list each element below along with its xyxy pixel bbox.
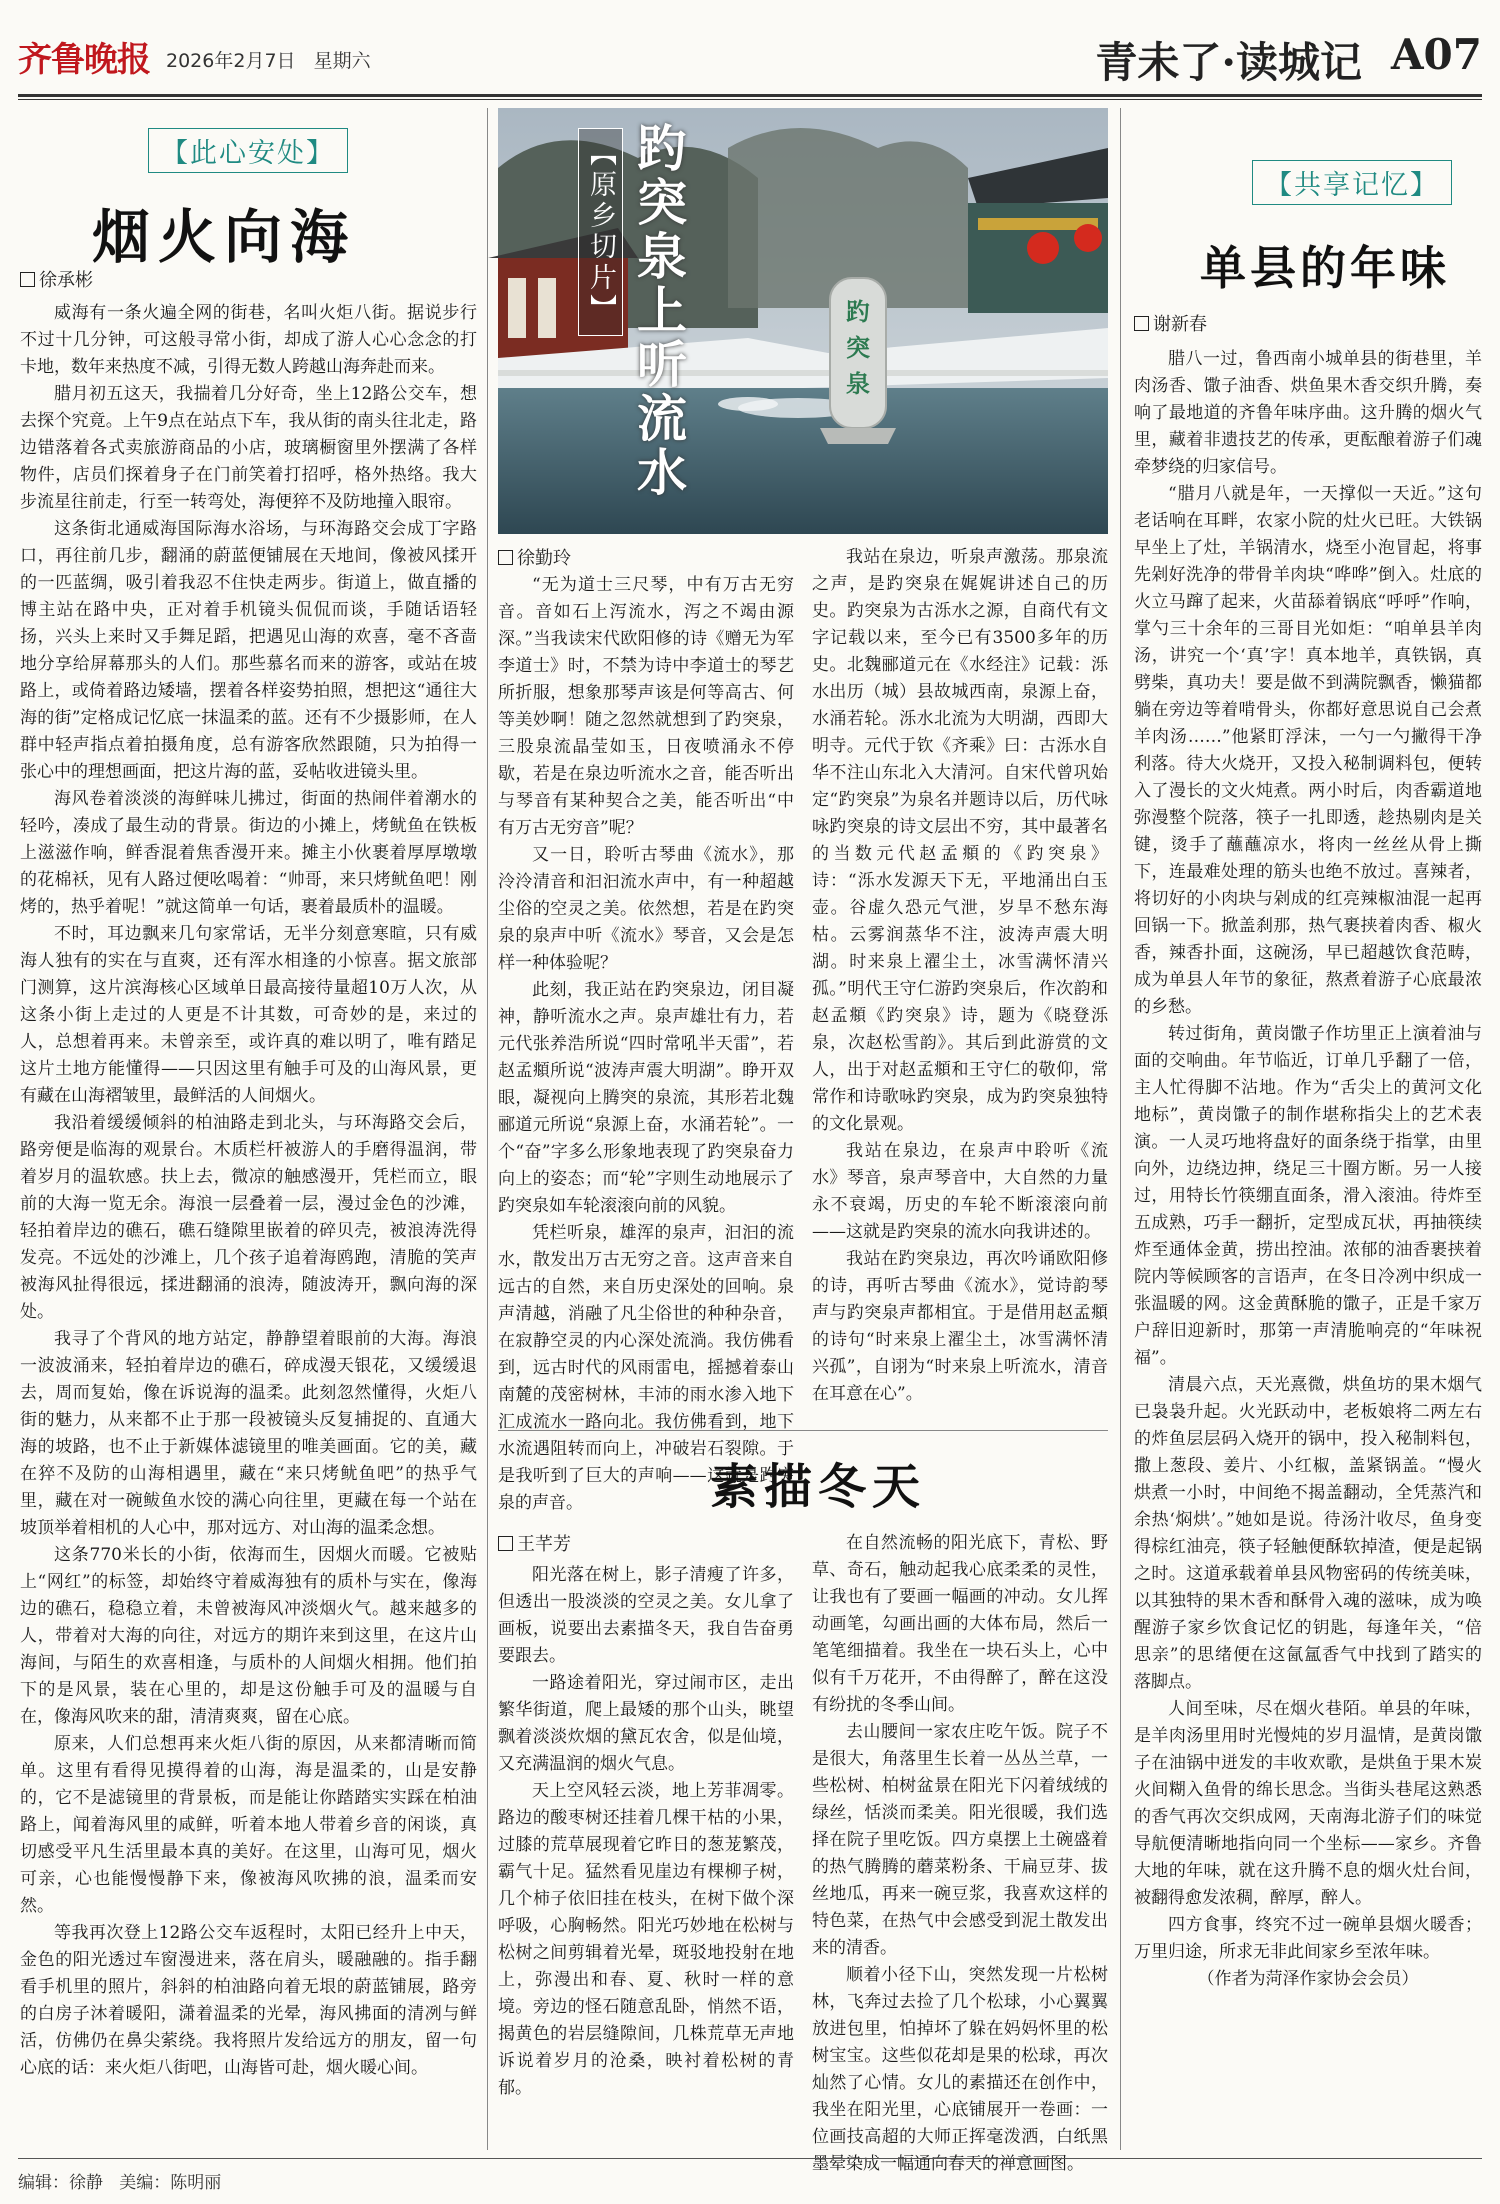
stone-char: 突: [846, 333, 870, 362]
article2-title: 趵突泉上听流水: [629, 122, 688, 500]
article3-paragraph: 一路途着阳光，穿过闹市区，走出繁华街道，爬上最矮的那个山头，眺望飘着淡淡炊烟的黛瓦农舍，似是仙境，又充满温润的烟火气息。: [498, 1673, 794, 1774]
header-rule-thin: [18, 99, 1482, 100]
header-rule: [18, 94, 1482, 97]
article2-paragraph: 我站在泉边，在泉声中聆听《流水》琴音，泉声琴音中，大自然的力量永不衰竭，历史的车轮不断滚滚向前——这就是趵突泉的流水向我讲述的。: [812, 1141, 1108, 1242]
column-divider: [487, 108, 488, 2150]
article4-body: [1134, 346, 1482, 2154]
article3-body-col2: [812, 1530, 1108, 2174]
article2-paragraph: 又一日，聆听古琴曲《流水》，那泠泠清音和汩汩流水声中，有一种超越尘俗的空灵之美。依然想，若是在趵突泉的泉声中听《流水》琴音，又会是怎样一种体验呢？: [498, 845, 794, 973]
article4-tag: 【共享记忆】: [1252, 160, 1452, 205]
footer-rule: [18, 2158, 1482, 2159]
spring-photo: [498, 108, 1108, 534]
article3-paragraph: 天上空风轻云淡，地上芳菲凋零。路边的酸枣树还挂着几棵干枯的小果，过膝的荒草展现着它昨日的葱茏繁茂，霸气十足。猛然看见崖边有棵柳子树，几个柿子依旧挂在枝头，在树下做个深呼吸，心胸畅然。阳光巧妙地在松树与松树之间剪辑着光晕，斑驳地投射在地上，弥漫出和春、夏、秋时一样的意境。旁边的怪石随意乱卧，悄然不语，揭黄色的岩层缝隙间，几株荒草无声地诉说着岁月的沧桑，映衬着松树的青郁。: [498, 1781, 794, 2098]
article4-paragraph: “腊月八就是年，一天撑似一天近。”这句老话响在耳畔，农家小院的灶火已旺。大铁锅早坐上了灶，羊锅清水，烧至小泡冒起，将事先剁好洗净的带骨羊肉块“哗哗”倒入。灶底的火立马蹿了起来，火苗舔着锅底“呼呼”作响，掌勺三十余年的三哥目光如炬：“咱单县羊肉汤，讲究一个‘真’字！真本地羊，真铁锅，真劈柴，真功夫！要是做不到满院飘香，懒猫都躺在旁边等着啃骨头，你都好意思说自己会煮羊肉汤……”他紧盯浮沫，一勺一勺撇得干净利落。待大火烧开，又投入秘制调料包，便转入了漫长的文火炖煮。两小时后，肉香霸道地弥漫整个院落，筷子一扎即透，趁热剔肉是关键，烫手了蘸蘸凉水，将肉一丝丝从骨上撕下，连最难处理的筋头也绝不放过。喜辣者，将切好的小肉块与剁成的红亮辣椒油混一起再回锅一下。掀盖刹那，热气裹挟着肉香、椒火香，辣香扑面，这碗汤，早已超越饮食范畴，成为单县人年节的象征，熬煮着游子心底最浓的乡愁。: [1134, 484, 1482, 1017]
article1-paragraph: 腊月初五这天，我揣着几分好奇，坐上12路公交车，想去探个究竟。上午9点在站点下车，我从街的南头往北走，路边错落着各式卖旅游商品的小店，玻璃橱窗里外摆满了各样物件，店员们探着身子在门前笑着打招呼，格外热络。我大步流星往前走，行至一转弯处，海便猝不及防地撞入眼帘。: [20, 384, 477, 512]
article3-paragraph: 顺着小径下山，突然发现一片松树林，飞奔过去捡了几个松球，小心翼翼放进包里，怕掉坏了躲在妈妈怀里的松树宝宝。这些似花却是果的松球，再次灿然了心情。女儿的素描还在创作中，我坐在阳光里，心底铺展开一卷画：一位画技高超的大师正挥毫泼洒，白纸黑墨晕染成一幅通向春天的禅意画图。: [812, 1965, 1108, 2174]
byline-box-icon: [20, 272, 35, 287]
column-divider: [1120, 108, 1121, 2150]
newspaper-logo: 齐鲁晚报: [18, 40, 150, 80]
article4-paragraph: 转过街角，黄岗馓子作坊里正上演着油与面的交响曲。年节临近，订单几乎翻了一倍，主人忙得脚不沾地。作为“舌尖上的黄河文化地标”，黄岗馓子的制作堪称指尖上的艺术表演。一人灵巧地将盘好的面条绕于指掌，由里向外，边绕边抻，绕足三十圈方断。另一人接过，用特长竹筷绷直面条，滑入滚油。待炸至五成熟，巧手一翻折，定型成瓦状，再抽筷续炸至通体金黄，捞出控油。浓郁的油香裹挟着院内等候顾客的言语声，在冬日冷冽中织成一张温暖的网。这金黄酥脆的馓子，正是千家万户辞旧迎新时，那第一声清脆响亮的“年味祝福”。: [1134, 1024, 1482, 1368]
byline-box-icon: [1134, 316, 1149, 331]
page-number: A07: [1390, 30, 1482, 79]
article4-title: 单县的年味: [1200, 241, 1450, 295]
article1-paragraph: 原来，人们总想再来火炬八街的原因，从来都清晰而简单。这里有看得见摸得着的山海，海是温柔的，山是安静的，它不是滤镜里的背景板，而是能让你踏踏实实踩在柏油路上，闻着海风里的咸鲜，听着本地人带着乡音的闲谈，真切感受平凡生活里最本真的美好。在这里，山海可见，烟火可亲，心也能慢慢静下来，像被海风吹拂的浪，温柔而安然。: [20, 1734, 477, 1916]
article2-paragraph: 我站在泉边，听泉声激荡。那泉流之声，是趵突泉在娓娓讲述自己的历史。趵突泉为古泺水之源，自商代有文字记载以来，至今已有3500多年的历史。北魏郦道元在《水经注》记载：泺水出历（城）县故城西南，泉源上奋，水涌若轮。泺水北流为大明湖，西即大明寺。元代于钦《齐乘》曰：古泺水自华不注山东北入大清河。自宋代曾巩始定“趵突泉”为泉名并题诗以后，历代咏咏趵突泉的诗文层出不穷，其中最著名的当数元代赵孟頫的《趵突泉》诗：“泺水发源天下无，平地涌出白玉壶。谷虚久恐元气泄，岁旱不愁东海枯。云雾润蒸华不注，波涛声震大明湖。时来泉上濯尘土，冰雪满怀清兴孤。”明代王守仁游趵突泉后，作次韵和赵孟頫《趵突泉》诗，题为《晓登泺泉，次赵松雪韵》。其后到此游赏的文人，出于对赵孟頫和王守仁的敬仰，常常作和诗歌咏趵突泉，成为趵突泉独特的文化景观。: [812, 547, 1108, 1134]
designer-name: 陈明丽: [170, 2173, 222, 2193]
article4-paragraph: 清晨六点，天光熹微，烘鱼坊的果木烟气已袅袅升起。火光跃动中，老板娘将二两左右的炸鱼层层码入烧开的锅中，投入秘制料包，撒上葱段、姜片、小红椒，盖紧锅盖。“慢火烘煮一小时，中间绝不揭盖翻动，全凭蒸汽和余热‘焖烘’。”她如是说。待汤汁收尽，鱼身变得棕红油亮，筷子轻触便酥软掉渣，便是起锅之时。这道承载着单县风物密码的传统美味，以其独特的果木香和酥骨入魂的滋味，成为唤醒游子家乡饮食记忆的钥匙，每逢年关，“倍思亲”的思绪便在这氤氲香气中找到了踏实的落脚点。: [1134, 1375, 1482, 1692]
article1-paragraph: 我沿着缓缓倾斜的柏油路走到北头，与环海路交会后，路旁便是临海的观景台。木质栏杆被游人的手磨得温润，带着岁月的温软感。扶上去，微凉的触感漫开，凭栏而立，眼前的大海一览无余。海浪一层叠着一层，漫过金色的沙滩，轻拍着岸边的礁石，礁石缝隙里嵌着的碎贝壳，被浪涛洗得发亮。不远处的沙滩上，几个孩子追着海鸥跑，清脆的笑声被海风扯得很远，揉进翻涌的浪涛，随波涛开，飘向海的深处。: [20, 1113, 477, 1322]
footer-credits: 编辑：徐静 美编：陈明丽: [18, 2173, 222, 2193]
article4-paragraph: 人间至味，尽在烟火巷陌。单县的年味，是羊肉汤里用时光慢炖的岁月温情，是黄岗馓子在油锅中迸发的丰收欢歌，是烘鱼于果木炭火间糊入鱼骨的绵长思念。当街头巷尾这熟悉的香气再次交织成网，天南海北游子们的味觉导航便清晰地指向同一个坐标——家乡。齐鲁大地的年味，就在这升腾不息的烟火灶台间，被翻得愈发浓稠，醉厚，醉人。: [1134, 1699, 1482, 1908]
editor-name: 徐静: [69, 2173, 103, 2193]
article1-body: [20, 300, 477, 2152]
article1-paragraph: 我寻了个背风的地方站定，静静望着眼前的大海。海浪一波波涌来，轻拍着岸边的礁石，碎成漫天银花，又缓缓退去，周而复始，像在诉说海的温柔。此刻忽然懂得，火炬八街的魅力，从来都不止于那一段被镜头反复捕捉的、直通大海的坡路，也不止于新媒体滤镜里的唯美画面。它的美，藏在猝不及防的山海相遇里，藏在“来只烤鱿鱼吧”的热乎气里，藏在对一碗鲅鱼水饺的满心向往里，更藏在每一个站在坡顶举着相机的人心中，那对远方、对山海的温柔念想。: [20, 1329, 477, 1538]
byline-box-icon: [498, 550, 513, 565]
article2-paragraph: 凭栏听泉，雄浑的泉声，汩汩的流水，散发出万古无穷之音。这声音来自远古的自然，来自历史深处的回响。泉声清越，消融了凡尘俗世的种种杂音，在寂静空灵的内心深处流淌。我仿佛看到，远古时代的风雨雷电，摇撼着泰山南麓的茂密树林，丰沛的雨水渗入地下汇成流水一路向北。我仿佛看到，地下水流遇阻转而向上，冲破岩石裂隙。于是我听到了巨大的声响——这就是趵突泉的声音。: [498, 1223, 794, 1513]
article1-title: 烟火向海: [92, 203, 357, 271]
article4-author-note: （作者为菏泽作家协会会员）: [1197, 1969, 1419, 1989]
stone-char: 泉: [846, 369, 870, 398]
article2-body-col1: [498, 572, 794, 1513]
masthead: [18, 28, 1482, 92]
article3-byline: 王芊芳: [498, 1530, 571, 1556]
section-title: 青未了·读城记: [1095, 38, 1362, 87]
article4-paragraph: 腊八一过，鲁西南小城单县的街巷里，羊肉汤香、馓子油香、烘鱼果木香交织升腾，奏响了最地道的齐鲁年味序曲。这升腾的烟火气里，藏着非遗技艺的传承，更酝酿着游子们魂牵梦绕的归家信号。: [1134, 349, 1482, 477]
article3-paragraph: 阳光落在树上，影子清瘦了许多，但透出一股淡淡的空灵之美。女儿拿了画板，说要出去素描冬天，我自告奋勇要跟去。: [498, 1565, 794, 1666]
stone-char: 趵: [846, 297, 870, 326]
section-divider: [498, 1430, 1108, 1431]
article3-body-col1: [498, 1562, 794, 2154]
article1-paragraph: 威海有一条火遍全网的街巷，名叫火炬八街。据说步行不过十几分钟，可这般寻常小街，却成了游人心心念念的打卡地，数年来热度不减，引得无数人跨越山海奔赴而来。: [20, 303, 477, 377]
article1-tag: 【此心安处】: [148, 128, 348, 173]
article3-paragraph: 在自然流畅的阳光底下，青松、野草、奇石，触动起我心底柔柔的灵性，让我也有了要画一幅画的冲动。女儿挥动画笔，勾画出画的大体布局，然后一笔笔细描着。我坐在一块石头上，心中似有千万花开，不由得醉了，醉在这没有纷扰的冬季山间。: [812, 1533, 1108, 1715]
article1-byline: 徐承彬: [20, 266, 93, 292]
article1-paragraph: 这条街北通威海国际海水浴场，与环海路交会成丁字路口，再往前几步，翻涌的蔚蓝便铺展在天地间，像被风揉开的一匹蓝绸，吸引着我忍不住快走两步。街道上，做直播的博主站在路中央，正对着手机镜头侃侃而谈，手随话语轻扬，兴头上来时又手舞足蹈，把遇见山海的欢喜，毫不吝啬地分享给屏幕那头的人们。那些慕名而来的游客，或站在坡路上，或倚着路边矮墙，摆着各样姿势拍照，想把这“通往大海的街”定格成记忆底一抹温柔的蓝。还有不少摄影师，在人群中轻声指点着拍摄角度，总有游客欣然跟随，只为拍得一张心中的理想画面，把这片海的蓝，妥帖收进镜头里。: [20, 519, 477, 782]
article2-paragraph: “无为道士三尺琴，中有万古无穷音。音如石上泻流水，泻之不竭由源深。”当我读宋代欧阳修的诗《赠无为军李道士》时，不禁为诗中李道士的琴艺所折服，想象那琴声该是何等高古、何等美妙啊！随之忽然就想到了趵突泉，三股泉流晶莹如玉，日夜喷涌永不停歇，若是在泉边听流水之音，能否听出与琴音有某种契合之美，能否听出“中有万古无穷音”呢？: [498, 575, 794, 838]
article3-title: 素描冬天: [710, 1459, 927, 1515]
article1-paragraph: 这条770米长的小街，依海而生，因烟火而暖。它被贴上“网红”的标签，却始终守着威海独有的质朴与实在，像海边的礁石，稳稳立着，未曾被海风冲淡烟火气。越来越多的人，带着对大海的向往，对远方的期许来到这里，在这片山海间，与陌生的欢喜相逢，与质朴的人间烟火相拥。他们拍下的是风景，装在心里的，却是这份触手可及的温暖与自在，像海风吹来的甜，清清爽爽，留在心底。: [20, 1545, 477, 1727]
article1-paragraph: 海风卷着淡淡的海鲜味儿拂过，街面的热闹伴着潮水的轻吟，凑成了最生动的背景。街边的小摊上，烤鱿鱼在铁板上滋滋作响，鲜香混着焦香漫开来。摊主小伙裹着厚厚墩墩的花棉袄，见有人路过便吆喝着：“帅哥，来只烤鱿鱼吧！刚烤的，热乎着呢！”就这简单一句话，裹着最质朴的温暖。: [20, 789, 477, 917]
lantern-icon: [1027, 232, 1059, 264]
byline-box-icon: [498, 1536, 513, 1551]
article1-paragraph: 等我再次登上12路公交车返程时，太阳已经升上中天，金色的阳光透过车窗漫进来，落在肩头，暖融融的。指手翻看手机里的照片，斜斜的柏油路向着无垠的蔚蓝铺展，路旁的白房子沐着暖阳，潇着温柔的光晕，海风拂面的清冽与鲜活，仿佛仍在鼻尖萦绕。我将照片发给远方的朋友，留一句心底的话：来火炬八街吧，山海皆可赴，烟火暖心间。: [20, 1923, 477, 2078]
article4-paragraph: 四方食事，终究不过一碗单县烟火暖香；万里归途，所求无非此间家乡至浓年味。: [1134, 1915, 1482, 1962]
article2-paragraph: 此刻，我正站在趵突泉边，闭目凝神，静听流水之声。泉声雄壮有力，若元代张养浩所说“四时常吼半天雷”，若赵孟頫所说“波涛声震大明湖”。睁开双眼，凝视向上腾突的泉流，其形若北魏郦道元所说“泉源上奋，水涌若轮”。一个“奋”字多么形象地表现了趵突泉奋力向上的姿态；而“轮”字则生动地展示了趵突泉如车轮滚滚向前的风貌。: [498, 980, 794, 1216]
article1-paragraph: 不时，耳边飘来几句家常话，无半分刻意寒暄，只有威海人独有的实在与直爽，还有浑水相逢的小惊喜。据文旅部门测算，这片滨海核心区域单日最高接待量超10万人次，从这条小街上走过的人更是不计其数，可奇妙的是，来过的人，总想着再来。未曾亲至，或许真的难以明了，唯有踏足这片土地方能懂得——只因这里有触手可及的山海风景，更有藏在山海褶皱里，最鲜活的人间烟火。: [20, 924, 477, 1106]
article2-tag: 【原乡切片】: [578, 128, 623, 336]
article2-byline: 徐勤玲: [498, 544, 571, 570]
article2-body-col2: [812, 544, 1108, 1422]
article4-byline: 谢新春: [1134, 310, 1207, 336]
article3-paragraph: 去山腰间一家农庄吃午饭。院子不是很大，角落里生长着一丛丛兰草，一些松树、柏树盆景在阳光下闪着绒绒的绿丝，恬淡而柔美。阳光很暖，我们选择在院子里吃饭。四方桌摆上土碗盛着的热气腾腾的蘑菜粉条、干扁豆芽、拔丝地瓜，再来一碗豆浆，我喜欢这样的特色菜，在热气中会感受到泥土散发出来的清香。: [812, 1722, 1108, 1958]
lantern-icon: [1074, 224, 1102, 252]
issue-date: 2026年2月7日 星期六: [166, 50, 371, 72]
article2-paragraph: 我站在趵突泉边，再次吟诵欧阳修的诗，再听古琴曲《流水》，觉诗韵琴声与趵突泉声都相宜。于是借用赵孟頫的诗句“时来泉上濯尘土，冰雪满怀清兴孤”，自诩为“时来泉上听流水，清音在耳意在心”。: [812, 1249, 1108, 1404]
